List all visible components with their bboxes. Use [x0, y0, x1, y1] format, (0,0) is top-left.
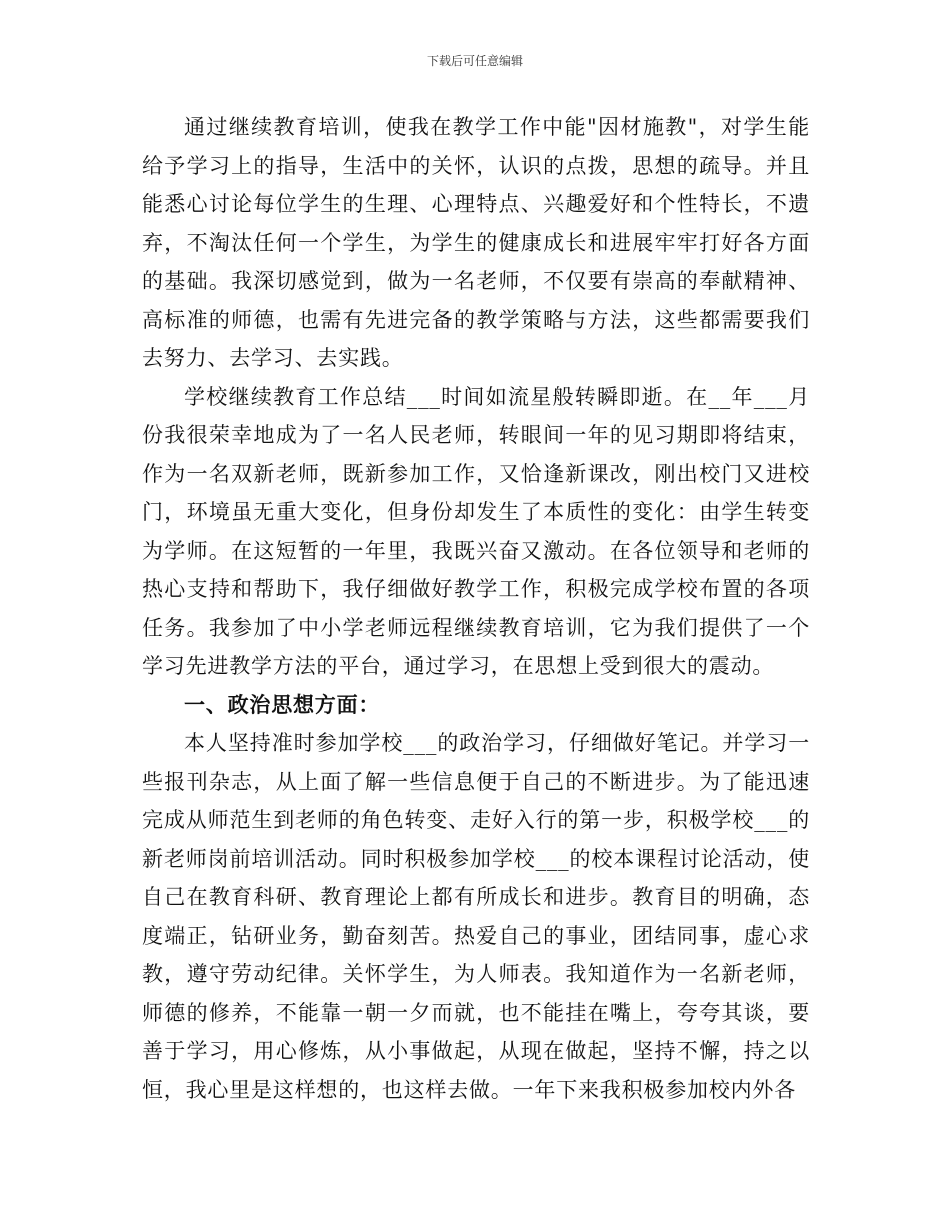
document-body	[142, 108, 810, 1109]
paragraph-2: 学校继续教育工作总结___时间如流星般转瞬即逝。在__年___月份我很荣幸地成为了一名人民老师，转眼间一年的见习期即将结束，作为一名双新老师，既新参加工作，又恰逢新课改，刚出校门又进校门，环境虽无重大变化，但身份却发生了本质性的变化：由学生转变为学师。在这短暂的一年里，我既兴奋又激动。在各位领导和老师的热心支持和帮助下，我仔细做好教学工作，积极完成学校布置的各项任务。我参加了中小学老师远程继续教育培训，它为我们提供了一个学习先进教学方法的平台，通过学习，在思想上受到很大的震动。	[142, 384, 810, 678]
paragraph-3: 本人坚持准时参加学校___的政治学习，仔细做好笔记。并学习一些报刊杂志，从上面了解一些信息便于自己的不断进步。为了能迅速完成从师范生到老师的角色转变、走好入行的第一步，积极学校___的新老师岗前培训活动。同时积极参加学校___的校本课程讨论活动，使自己在教育科研、教育理论上都有所成长和进步。教育目的明确，态度端正，钻研业务，勤奋刻苦。热爱自己的事业，团结同事，虚心求教，遵守劳动纪律。关怀学生，为人师表。我知道作为一名新老师，师德的修养，不能靠一朝一夕而就，也不能挂在嘴上，夸夸其谈，要善于学习，用心修炼，从小事做起，从现在做起，坚持不懈，持之以恒，我心里是这样想的，也这样去做。一年下来我积极参加校内外各	[142, 731, 810, 1102]
paragraph-1: 通过继续教育培训，使我在教学工作中能"因材施教"，对学生能给予学习上的指导，生活中的关怀，认识的点拨，思想的疏导。并且能悉心讨论每位学生的生理、心理特点、兴趣爱好和个性特长，不遗弃，不淘汰任何一个学生，为学生的健康成长和进展牢牢打好各方面的基础。我深切感觉到，做为一名老师，不仅要有崇高的奉献精神、高标准的师德，也需有先进完备的教学策略与方法，这些都需要我们去努力、去学习、去实践。	[142, 115, 810, 370]
header-note: 下载后可任意编辑	[426, 54, 523, 68]
section-heading: 一、政治思想方面：	[184, 692, 381, 717]
